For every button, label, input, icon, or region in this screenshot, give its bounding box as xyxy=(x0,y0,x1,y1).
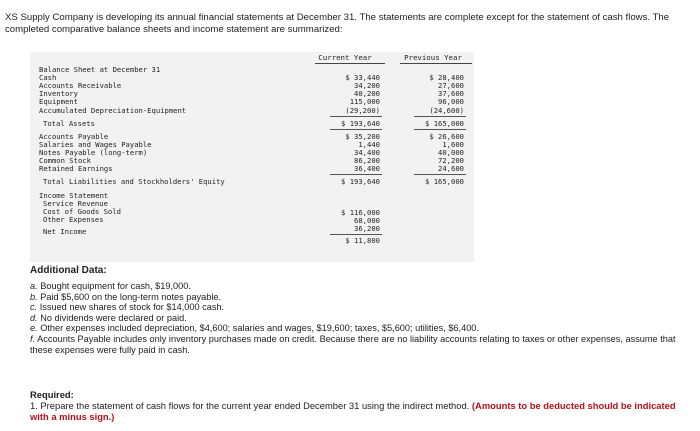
subtotal-rule xyxy=(330,174,382,175)
row-label: Other Expenses xyxy=(43,215,104,224)
list-item: b. Paid $5,600 on the long-term notes payable. xyxy=(30,291,222,302)
subtotal-rule xyxy=(414,116,466,117)
total-rule xyxy=(414,129,466,130)
previous-value: 96,000 xyxy=(438,97,464,106)
current-value: $ 35,200 xyxy=(345,132,380,141)
previous-value: 40,000 xyxy=(438,148,464,157)
list-item: e. Other expenses included depreciation, $4,600; salaries and wages, $19,600; taxes, $5,600; utilities, $6,400. xyxy=(30,323,479,334)
required-section xyxy=(30,389,690,422)
list-item: c. Issued new shares of stock for $14,000 cash. xyxy=(30,302,225,313)
previous-value: (24,600) xyxy=(429,106,464,115)
current-value: 115,000 xyxy=(349,97,380,106)
row-label: Balance Sheet at December 31 xyxy=(39,65,161,74)
current-value: $ 193,640 xyxy=(341,119,380,128)
list-item: d. No dividends were declared or paid. xyxy=(30,312,187,323)
row-label: Common Stock xyxy=(39,156,91,165)
row-label: Equipment xyxy=(39,97,78,106)
previous-value: 37,600 xyxy=(438,89,464,98)
list-item: a. Bought equipment for cash, $19,000. xyxy=(30,281,191,291)
row-label: Total Assets xyxy=(43,119,95,128)
previous-value: 27,600 xyxy=(438,81,464,90)
current-value: (29,200) xyxy=(345,106,380,115)
header-underline-previous xyxy=(400,63,472,64)
additional-data-list xyxy=(30,281,690,355)
current-value: $ 193,640 xyxy=(341,177,380,186)
current-value: $ 33,440 xyxy=(345,73,380,82)
current-value: 1,440 xyxy=(358,140,380,149)
current-value: 34,200 xyxy=(354,81,380,90)
financial-statements-table xyxy=(30,52,474,262)
current-value: 86,200 xyxy=(354,156,380,165)
list-item: f. Accounts Payable includes only inventory purchases made on credit. Because there are no liability accounts relating to taxes or other expenses, assume that these expenses were fully paid in cash. xyxy=(30,333,676,355)
current-value: 40,200 xyxy=(354,89,380,98)
subtotal-rule xyxy=(330,234,382,235)
additional-data-title: Additional Data: xyxy=(30,265,107,276)
previous-value: 1,600 xyxy=(442,140,464,149)
row-label: Inventory xyxy=(39,89,78,98)
problem-intro: XS Supply Company is developing its annual financial statements at December 31. The statements are complete except for the statement of cash flows. The completed comparative balance sheets and income statement are summarized: xyxy=(5,12,670,35)
previous-value: 72,200 xyxy=(438,156,464,165)
row-label: Net Income xyxy=(43,227,87,236)
subtotal-rule xyxy=(330,116,382,117)
required-title: Required: xyxy=(30,389,74,400)
row-label: Cash xyxy=(39,73,57,82)
row-label: Service Revenue xyxy=(43,199,108,208)
current-value: 36,200 xyxy=(354,224,380,233)
row-label: Accumulated Depreciation-Equipment xyxy=(39,106,187,115)
previous-year-header: Previous Year xyxy=(404,53,462,62)
previous-value: $ 165,000 xyxy=(425,119,464,128)
current-value: $ 11,800 xyxy=(345,236,380,245)
row-label: Cost of Goods Sold xyxy=(43,207,121,216)
row-label: Salaries and Wages Payable xyxy=(39,140,152,149)
current-value: 34,400 xyxy=(354,148,380,157)
current-value: 36,400 xyxy=(354,164,380,173)
row-label: Notes Payable (long-term) xyxy=(39,148,148,157)
required-instruction: 1. Prepare the statement of cash flows for the current year ended December 31 using the indirect method. (Amounts to be deducted should be indicated with a minus sign.) xyxy=(30,400,676,422)
current-value: 68,000 xyxy=(354,216,380,225)
previous-value: $ 28,400 xyxy=(429,73,464,82)
header-underline-current xyxy=(315,63,385,64)
row-label: Income Statement xyxy=(39,191,109,200)
current-value: $ 116,000 xyxy=(341,208,380,217)
row-label: Total Liabilities and Stockholders' Equity xyxy=(43,177,225,186)
total-rule xyxy=(330,129,382,130)
row-label: Accounts Payable xyxy=(39,132,109,141)
row-label: Retained Earnings xyxy=(39,164,113,173)
previous-value: $ 26,600 xyxy=(429,132,464,141)
previous-value: 24,600 xyxy=(438,164,464,173)
current-year-header: Current Year xyxy=(318,53,372,62)
previous-value: $ 165,000 xyxy=(425,177,464,186)
subtotal-rule xyxy=(414,174,466,175)
minus-sign-note: (Amounts to be deducted should be indicated with a minus sign.) xyxy=(30,400,676,422)
row-label: Accounts Receivable xyxy=(39,81,122,90)
